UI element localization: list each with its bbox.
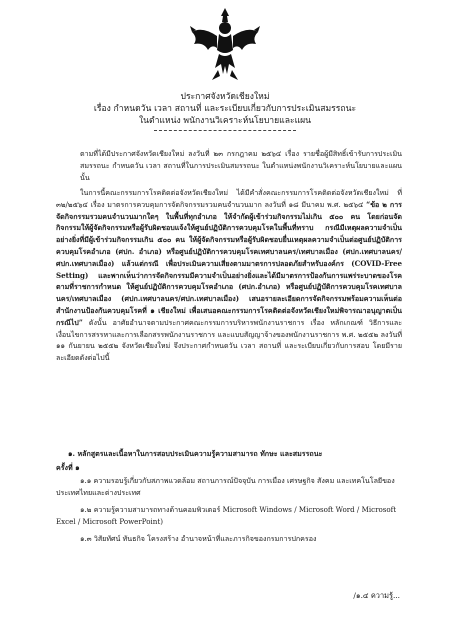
paragraph-covid-order-tail: ดังนั้น อาศัยอำนาจตามประกาศคณะกรรมการบริหารพนักงานราชการ เรื่อง หลักเกณฑ์ วิธีการและเงื่อนไขการสรรหาและการเลือกสรรพนักงานราชการ และแบบสัญญาจ้างของพนักงานราชการ พ.ศ. ๒๕๕๒ ลงวันที่ ๑๑ กันยายน ๒๕๕๒ จังหวัดเชียงใหม่ จึงประกาศกำหนดวัน เวลา สถานที่ และระเบียบเกี่ยวกับการสอบ โดยมีรายละเอียดดังต่อไปนี้ xyxy=(56,317,402,363)
paragraph-covid-order-text: ในการนี้คณะกรรมการโรคติดต่อจังหวัดเชียงใหม่ ได้มีคำสั่งคณะกรรมการโรคติดต่อจังหวัดเชียงใหม่ ที่ ๓๒/๒๕๖๔ เรื่อง มาตรการควบคุมการจัดกิจกรรมรวมคนจำนวนมาก ลงวันที่ ๑๘ มีนาคม พ.ศ. ๒๕๖๔ xyxy=(56,188,402,209)
continuation-marker: /๑.๔ ความรู้... xyxy=(353,591,400,600)
list-item-text: ๑.๒ ความรู้ความสามารถทางด้านคอมพิวเตอร์ Microsoft Windows / Microsoft Word / Microsoft Excel / Microsoft PowerPoint) xyxy=(56,505,397,526)
garuda-emblem xyxy=(188,4,262,84)
paragraph-covid-order-quote: “ข้อ ๒ การจัดกิจกรรมรวมคนจำนวนมากใดๆ ในพื้นที่ทุกอำเภอ ให้จำกัดผู้เข้าร่วมกิจกรรมไม่เกิน ๕๐๐ คน โดยก่อนจัดกิจกรรมให้ผู้จัดกิจกรรมหรือผู้รับผิดชอบแจ้งให้ศูนย์ปฏิบัติการควบคุมโรคในพื้นที่ทราบ กรณีมีเหตุผลความจำเป็นอย่างยิ่งที่มีผู้เข้าร่วมกิจกรรมเกิน ๕๐๐ คน ให้ผู้จัดกิจกรรมหรือผู้รับผิดชอบยื่นเหตุผลความจำเป็นต่อศูนย์ปฏิบัติการควบคุมโรคอำเภอ (ศปก. อำเภอ) หรือศูนย์ปฏิบัติการควบคุมโรคเทศบาลนคร/เทศบาลเมือง (ศปก.เทศบาลนคร/ศปก.เทศบาลเมือง) แล้วแต่กรณี เพื่อประเมินความเสี่ยงตามมาตรการปลอดภัยสำหรับองค์กร (COVID-Free Setting) และพากเห็นว่าการจัดกิจกรรมมีความจำเป็นอย่างยิ่งและได้มีมาตรการป้องกันการแพร่ระบาดของโรคตามที่ราชการกำหนด ให้ศูนย์ปฏิบัติการควบคุมโรคอำเภอ (ศปก.อำเภอ) หรือศูนย์ปฏิบัติการควบคุมโรคเทศบาลนคร/เทศบาลเมือง (ศปก.เทศบาลนคร/ศปก.เทศบาลเมือง) เสนอรายละเอียดการจัดกิจกรรมพร้อมความเห็นต่อสำนักงานป้องกันควบคุมโรคที่ ๑ เชียงใหม่ เพื่อเสนอคณะกรรมการโรคติดต่อจังหวัดเชียงใหม่พิจารณาอนุญาตเป็นกรณีไป” xyxy=(56,199,402,327)
section-heading: ๑. หลักสูตรและเนื้อหาในการสอบประเมินความรู้ความสามารถ ทักษะ และสมรรถนะ xyxy=(68,449,323,458)
list-item-text: ๑.๓ วิสัยทัศน์ ทันธกิจ โครงสร้าง อำนาจหน้าที่และภารกิจของกรมการปกครอง xyxy=(80,534,317,543)
paragraph-intro-text: ตามที่ได้มีประกาศจังหวัดเชียงใหม่ ลงวันที่ ๒๓ กรกฎาคม ๒๕๖๔ เรื่อง รายชื่อผู้มีสิทธิ์เข้ารับการประเมินสมรรถนะ กำหนดวัน เวลา สถานที่ในการประเมินสมรรถนะ ในตำแหน่งพนักงานวิเคราะห์นโยบายและแผน นั้น xyxy=(80,149,402,182)
round-label: ครั้งที่ ๑ xyxy=(56,463,80,472)
list-item-text: ๑.๑ ความรอบรู้เกี่ยวกับสภาพแวดล้อม สถานการณ์ปัจจุบัน การเมือง เศรษฐกิจ สังคม และเทคโนโลยีของประเทศไทยและต่างประเทศ xyxy=(56,476,395,497)
paragraph-covid-order xyxy=(56,187,402,364)
list-item xyxy=(56,475,402,499)
paragraph-intro xyxy=(56,148,402,183)
position-line: ในตำแหน่ง พนักงานวิเคราะห์นโยบายและแผน xyxy=(138,116,312,126)
list-item xyxy=(56,533,402,545)
subject-line: เรื่อง กำหนดวัน เวลา สถานที่ และระเบียบเกี่ยวกับการประเมินสมรรถนะ xyxy=(93,104,357,114)
divider xyxy=(154,130,296,131)
list-item xyxy=(56,504,402,528)
issuer-title: ประกาศจังหวัดเชียงใหม่ xyxy=(180,92,270,102)
